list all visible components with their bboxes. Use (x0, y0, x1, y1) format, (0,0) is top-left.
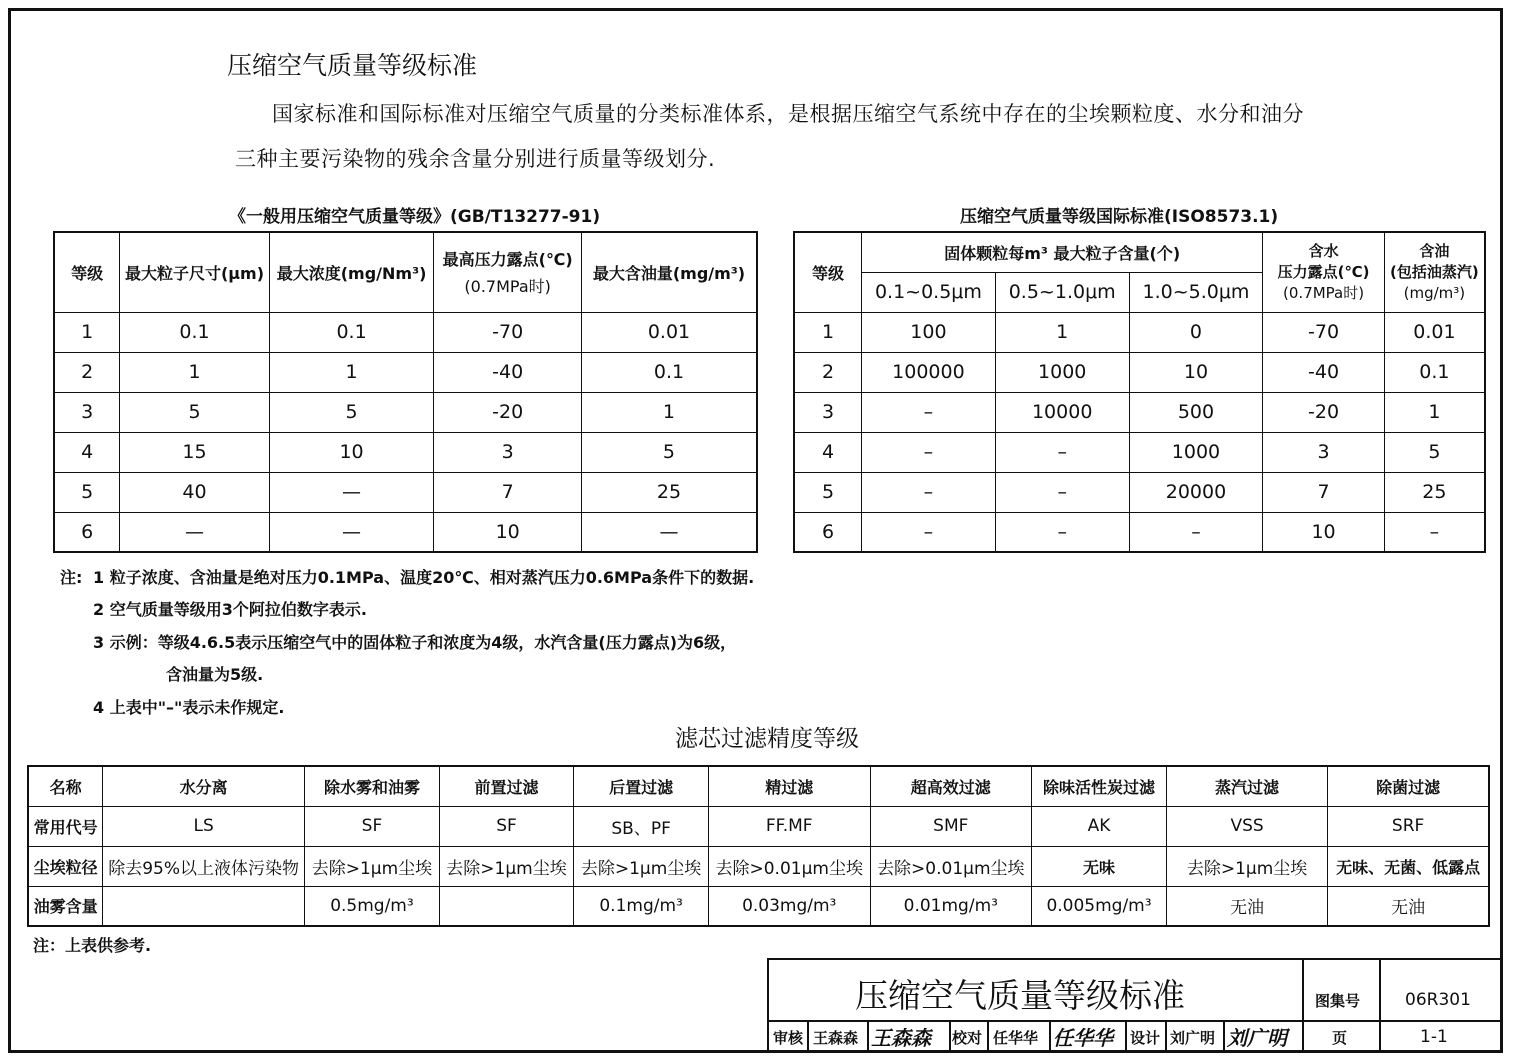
iso-cell: 1 (794, 312, 862, 352)
filter-dust-cell: 无味 (1032, 846, 1167, 886)
iso-cell: 2 (794, 352, 862, 392)
gb-cell: -40 (434, 352, 582, 392)
tb-page-no: 1-1 (1420, 1027, 1448, 1047)
iso-cell: – (862, 432, 996, 472)
filter-dust-cell: 去除>1μm尘埃 (574, 846, 709, 886)
filter-oil-cell (439, 886, 573, 926)
iso-cell: 10000 (995, 392, 1129, 432)
tb-reviewer: 王森森 (813, 1029, 859, 1047)
filter-oil-cell: 无油 (1166, 886, 1327, 926)
iso-header-water-a: 含水 (1308, 241, 1339, 260)
gb-cell: 4 (54, 432, 120, 472)
iso-header-oil-a: 含油 (1419, 241, 1450, 260)
filter-name-cell: 除水雾和油雾 (305, 766, 440, 806)
iso-header-size-1: 0.1~0.5μm (862, 272, 996, 312)
filter-name-cell: 蒸汽过滤 (1166, 766, 1327, 806)
iso-cell: -40 (1263, 352, 1384, 392)
filter-oil-cell: 无油 (1328, 886, 1489, 926)
filter-dust-cell: 去除>0.01μm尘埃 (870, 846, 1032, 886)
table-row (28, 886, 1489, 926)
filter-code-cell: VSS (1166, 806, 1327, 846)
page-heading: 压缩空气质量等级标准 (227, 51, 478, 80)
iso-header-size-3: 1.0~5.0μm (1129, 272, 1263, 312)
iso-cell: – (1384, 512, 1485, 552)
iso-cell: 1000 (1129, 432, 1263, 472)
gb-cell: 0.1 (269, 312, 434, 352)
filter-dust-cell: 无味、无菌、低露点 (1328, 846, 1489, 886)
filter-code-cell: SMF (870, 806, 1032, 846)
iso-cell: 1 (995, 312, 1129, 352)
tb-checker: 任华华 (993, 1029, 1039, 1047)
filter-row-label: 常用代号 (28, 806, 103, 846)
gb-cell: 40 (120, 472, 269, 512)
gb-header-concentration: 最大浓度(mg/Nm³) (269, 232, 434, 312)
gb-cell: 5 (269, 392, 434, 432)
table-row (28, 806, 1489, 846)
iso-header-water (1263, 232, 1384, 312)
tb-title: 压缩空气质量等级标准 (855, 976, 1185, 1015)
filter-code-cell: SB、PF (574, 806, 709, 846)
iso-cell: – (995, 472, 1129, 512)
gb-cell: 25 (581, 472, 757, 512)
tb-atlas-no: 06R301 (1405, 990, 1471, 1010)
iso-cell: – (862, 472, 996, 512)
filter-oil-cell: 0.03mg/m³ (708, 886, 870, 926)
gb-cell: — (269, 512, 434, 552)
table-row (54, 432, 757, 472)
iso-header-grade: 等级 (794, 232, 862, 312)
gb-cell: 15 (120, 432, 269, 472)
tb-sep-7 (1165, 1020, 1167, 1051)
filter-oil-cell (103, 886, 305, 926)
filter-name-cell: 超高效过滤 (870, 766, 1032, 806)
note-2: 2 空气质量等级用3个阿拉伯数字表示. (93, 600, 367, 619)
gb-cell: 6 (54, 512, 120, 552)
filter-dust-cell: 去除>1μm尘埃 (305, 846, 440, 886)
iso-cell: 4 (794, 432, 862, 472)
table-row (54, 392, 757, 432)
gb-cell: 0.01 (581, 312, 757, 352)
filter-grade-table (27, 765, 1490, 927)
iso-cell: 1 (1384, 392, 1485, 432)
gb-cell: -20 (434, 392, 582, 432)
gb-table-caption: 《一般用压缩空气质量等级》(GB/T13277-91) (229, 207, 601, 227)
table-row (794, 472, 1485, 512)
iso-cell: 1000 (995, 352, 1129, 392)
gb-cell: 1 (269, 352, 434, 392)
gb-cell: 5 (581, 432, 757, 472)
tb-review-label: 审核 (773, 1029, 804, 1047)
table-row (794, 392, 1485, 432)
filter-name-cell: 水分离 (103, 766, 305, 806)
table-row (28, 846, 1489, 886)
tb-checker-signature: 任华华 (1053, 1026, 1113, 1050)
intro-line-2: 三种主要污染物的残余含量分别进行质量等级划分. (235, 147, 716, 171)
iso-header-particles: 固体颗粒每m³ 最大粒子含量(个) (862, 232, 1263, 272)
tb-sep-1 (807, 1020, 809, 1051)
iso-cell: 10 (1129, 352, 1263, 392)
gb-header-dewpoint-b: (0.7MPa时) (464, 277, 551, 297)
iso-cell: 3 (794, 392, 862, 432)
tb-divider-v1 (1302, 960, 1304, 1051)
table-row (794, 352, 1485, 392)
notes-label: 注: (60, 568, 83, 587)
tb-designer: 刘广明 (1170, 1029, 1216, 1047)
table-row (54, 472, 757, 512)
note-3: 3 示例：等级4.6.5表示压缩空气中的固体粒子和浓度为4级，水汽含量(压力露点)为6级， (93, 633, 737, 652)
gb-cell: 1 (120, 352, 269, 392)
iso-header-water-b: 压力露点(℃) (1277, 262, 1370, 281)
iso-header-size-2: 0.5~1.0μm (995, 272, 1129, 312)
tb-sep-4 (987, 1020, 989, 1051)
gb-cell: 2 (54, 352, 120, 392)
iso-cell: 0.01 (1384, 312, 1485, 352)
intro-line-1: 国家标准和国际标准对压缩空气质量的分类标准体系，是根据压缩空气系统中存在的尘埃颗粒度、水分和油分 (272, 102, 1304, 126)
gb-header-grade: 等级 (54, 232, 120, 312)
filter-name-cell: 精过滤 (708, 766, 870, 806)
filter-code-cell: LS (103, 806, 305, 846)
filter-table-title: 滤芯过滤精度等级 (675, 726, 859, 752)
filter-code-cell: SF (305, 806, 440, 846)
iso-cell: -70 (1263, 312, 1384, 352)
filter-row-label: 名称 (28, 766, 103, 806)
filter-dust-cell: 除去95%以上液体污染物 (103, 846, 305, 886)
table-row (28, 766, 1489, 806)
filter-dust-cell: 去除>1μm尘埃 (1166, 846, 1327, 886)
gb-cell: 0.1 (120, 312, 269, 352)
iso-cell: – (862, 512, 996, 552)
tb-sep-5 (1049, 1020, 1051, 1051)
iso-cell: – (862, 392, 996, 432)
tb-designer-signature: 刘广明 (1227, 1026, 1287, 1050)
gb-cell: 1 (581, 392, 757, 432)
gb-cell: 1 (54, 312, 120, 352)
iso-cell: – (995, 512, 1129, 552)
filter-dust-cell: 去除>1μm尘埃 (439, 846, 573, 886)
iso-header-oil (1384, 232, 1485, 312)
iso-cell: 6 (794, 512, 862, 552)
tb-sep-3 (949, 1020, 951, 1051)
iso-cell: 3 (1263, 432, 1384, 472)
iso-cell: 10 (1263, 512, 1384, 552)
gb-cell: 0.1 (581, 352, 757, 392)
iso-cell: 20000 (1129, 472, 1263, 512)
tb-sep-6 (1125, 1020, 1127, 1051)
gb-header-dewpoint-a: 最高压力露点(℃) (442, 250, 573, 270)
gb-cell: -70 (434, 312, 582, 352)
table-row (54, 312, 757, 352)
filter-oil-cell: 0.1mg/m³ (574, 886, 709, 926)
filter-oil-cell: 0.005mg/m³ (1032, 886, 1167, 926)
iso-cell: 7 (1263, 472, 1384, 512)
iso-cell: 0.1 (1384, 352, 1485, 392)
tb-sep-8 (1223, 1020, 1225, 1051)
filter-oil-cell: 0.5mg/m³ (305, 886, 440, 926)
iso-cell: 5 (794, 472, 862, 512)
tb-reviewer-signature: 王森森 (871, 1026, 931, 1050)
title-block (767, 958, 1503, 1053)
gb-cell: — (120, 512, 269, 552)
iso-cell: 5 (1384, 432, 1485, 472)
filter-row-label: 尘埃粒径 (28, 846, 103, 886)
filter-row-label: 油雾含量 (28, 886, 103, 926)
gb-header-particle: 最大粒子尺寸(μm) (120, 232, 269, 312)
gb-cell: 7 (434, 472, 582, 512)
tb-design-label: 设计 (1130, 1029, 1161, 1047)
filter-name-cell: 除菌过滤 (1328, 766, 1489, 806)
gb-cell: 10 (434, 512, 582, 552)
tb-atlas-label: 图集号 (1315, 992, 1361, 1010)
iso-cell: – (1129, 512, 1263, 552)
note-1: 1 粒子浓度、含油量是绝对压力0.1MPa、温度20℃、相对蒸汽压力0.6MPa条件下的数据. (93, 568, 755, 587)
iso-quality-table (793, 231, 1486, 553)
table-row (54, 352, 757, 392)
tb-sep-2 (867, 1020, 869, 1051)
filter-code-cell: SF (439, 806, 573, 846)
tb-check-label: 校对 (952, 1029, 983, 1047)
table-row (54, 512, 757, 552)
gb-quality-table (53, 231, 758, 553)
table-row (794, 432, 1485, 472)
iso-header-oil-c: (mg/m³) (1403, 283, 1466, 302)
iso-cell: 25 (1384, 472, 1485, 512)
filter-name-cell: 前置过滤 (439, 766, 573, 806)
iso-header-oil-b: (包括油蒸汽) (1390, 262, 1479, 281)
gb-cell: — (269, 472, 434, 512)
note-3-cont: 含油量为5级. (166, 665, 264, 684)
filter-code-cell: AK (1032, 806, 1167, 846)
filter-dust-cell: 去除>0.01μm尘埃 (708, 846, 870, 886)
iso-cell: 0 (1129, 312, 1263, 352)
gb-cell: 3 (434, 432, 582, 472)
gb-cell: — (581, 512, 757, 552)
tb-divider-v2 (1379, 960, 1381, 1051)
tb-page-label: 页 (1332, 1029, 1348, 1047)
iso-cell: – (995, 432, 1129, 472)
filter-oil-cell: 0.01mg/m³ (870, 886, 1032, 926)
table-row (794, 512, 1485, 552)
gb-header-oil: 最大含油量(mg/m³) (581, 232, 757, 312)
gb-cell: 5 (120, 392, 269, 432)
gb-cell: 5 (54, 472, 120, 512)
gb-cell: 10 (269, 432, 434, 472)
filter-code-cell: FF.MF (708, 806, 870, 846)
filter-note: 注：上表供参考. (33, 936, 152, 955)
iso-cell: 500 (1129, 392, 1263, 432)
iso-cell: 100000 (862, 352, 996, 392)
note-4: 4 上表中"–"表示未作规定. (93, 698, 285, 717)
gb-header-dewpoint (434, 232, 582, 312)
iso-table-caption: 压缩空气质量等级国际标准(ISO8573.1) (960, 207, 1279, 227)
iso-header-water-c: (0.7MPa时) (1283, 283, 1365, 302)
iso-cell: 100 (862, 312, 996, 352)
filter-code-cell: SRF (1328, 806, 1489, 846)
filter-name-cell: 后置过滤 (574, 766, 709, 806)
gb-cell: 3 (54, 392, 120, 432)
table-row (794, 312, 1485, 352)
filter-name-cell: 除味活性炭过滤 (1032, 766, 1167, 806)
iso-cell: -20 (1263, 392, 1384, 432)
